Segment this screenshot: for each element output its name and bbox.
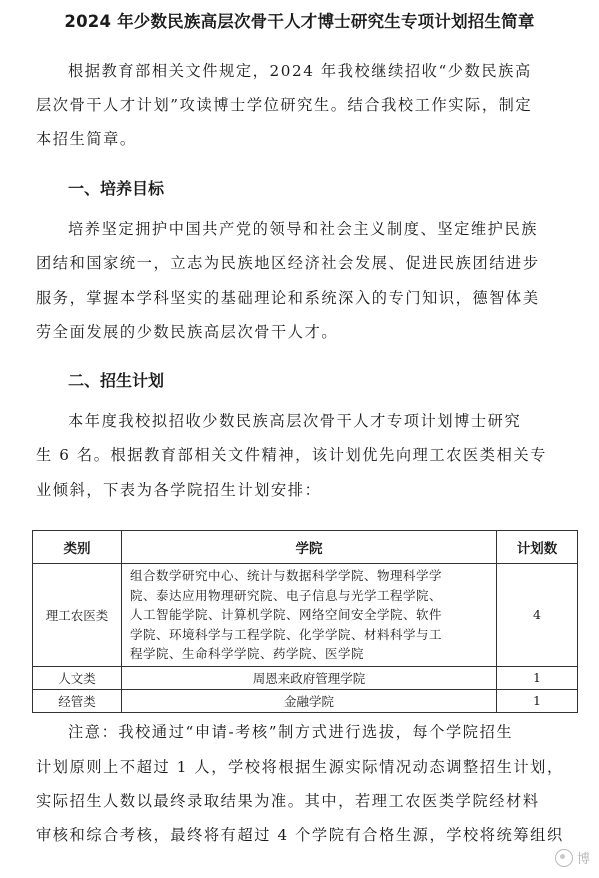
table-cell-category: 人文类: [33, 666, 122, 689]
note-line-1: 注意：我校通过“申请-考核”制方式进行选拔，每个学院招生: [68, 723, 514, 741]
wechat-icon: [555, 849, 573, 867]
table-header-school: 学院: [122, 531, 497, 564]
school-line: 学院、环境科学与工程学院、化学学院、材料科学与工: [130, 626, 443, 642]
school-line: 人工智能学院、计算机学院、网络空间安全学院、软件: [130, 607, 443, 622]
table-cell-category: 理工农医类: [33, 564, 122, 667]
note-line-4: 审核和综合考核，最终将有超过 4 个学院有合格生源，学校将统筹组织: [36, 826, 564, 844]
table-row: [33, 689, 578, 712]
plan-line-2: 生 6 名。根据教育部相关文件精神，该计划优先向理工农医类相关专: [36, 446, 547, 464]
goals-line-2: 团结和国家统一，立志为民族地区经济社会发展、促进民族团结进步: [36, 254, 540, 272]
school-line: 组合数学研究中心、统计与数据科学学院、物理科学学: [130, 568, 443, 583]
table-cell-category: 经管类: [33, 689, 122, 712]
note-line-2: 计划原则上不超过 1 人，学校将根据生源实际情况动态调整招生计划，: [36, 758, 564, 776]
table-cell-count: 1: [497, 689, 578, 712]
table-cell-count: 4: [497, 564, 578, 667]
table-cell-schools: [122, 564, 497, 667]
intro-line-1: 根据教育部相关文件规定，2024 年我校继续招收“少数民族高: [68, 62, 532, 80]
document-title: 2024 年少数民族高层次骨干人才博士研究生专项计划招生简章: [64, 12, 535, 31]
goals-line-1: 培养坚定拥护中国共产党的领导和社会主义制度、坚定维护民族: [68, 220, 539, 238]
goals-line-4: 劳全面发展的少数民族高层次骨干人才。: [36, 323, 339, 341]
watermark-text: 博: [576, 852, 590, 867]
intro-line-3: 本招生简章。: [36, 130, 137, 148]
table-header-count: 计划数: [497, 531, 578, 564]
section-heading-goals: 一、培养目标: [68, 179, 165, 198]
table-row: [33, 666, 578, 689]
table-header-category: 类别: [33, 531, 122, 564]
plan-line-1: 本年度我校拟招收少数民族高层次骨干人才专项计划博士研究: [68, 412, 522, 430]
table-row: [33, 564, 578, 667]
goals-line-3: 服务，掌握本学科坚实的基础理论和系统深入的专门知识，德智体美: [36, 289, 540, 307]
school-line: 院、泰达应用物理研究院、电子信息与光学工程学院、: [130, 587, 443, 603]
plan-table: [32, 530, 578, 713]
intro-line-2: 层次骨干人才计划”攻读博士学位研究生。结合我校工作实际，制定: [36, 96, 533, 114]
watermark: [552, 847, 593, 868]
note-line-3: 实际招生人数以最终录取结果为准。其中，若理工农医类学院经材料: [36, 792, 540, 810]
table-cell-schools: 周恩来政府管理学院: [122, 666, 497, 689]
table-cell-schools: 金融学院: [122, 689, 497, 712]
table-header-row: [33, 531, 578, 564]
section-heading-plan: 二、招生计划: [68, 371, 165, 390]
table-cell-count: 1: [497, 666, 578, 689]
school-line: 程学院、生命科学学院、药学院、医学院: [130, 646, 365, 661]
plan-line-3: 业倾斜，下表为各学院招生计划安排：: [36, 481, 322, 499]
